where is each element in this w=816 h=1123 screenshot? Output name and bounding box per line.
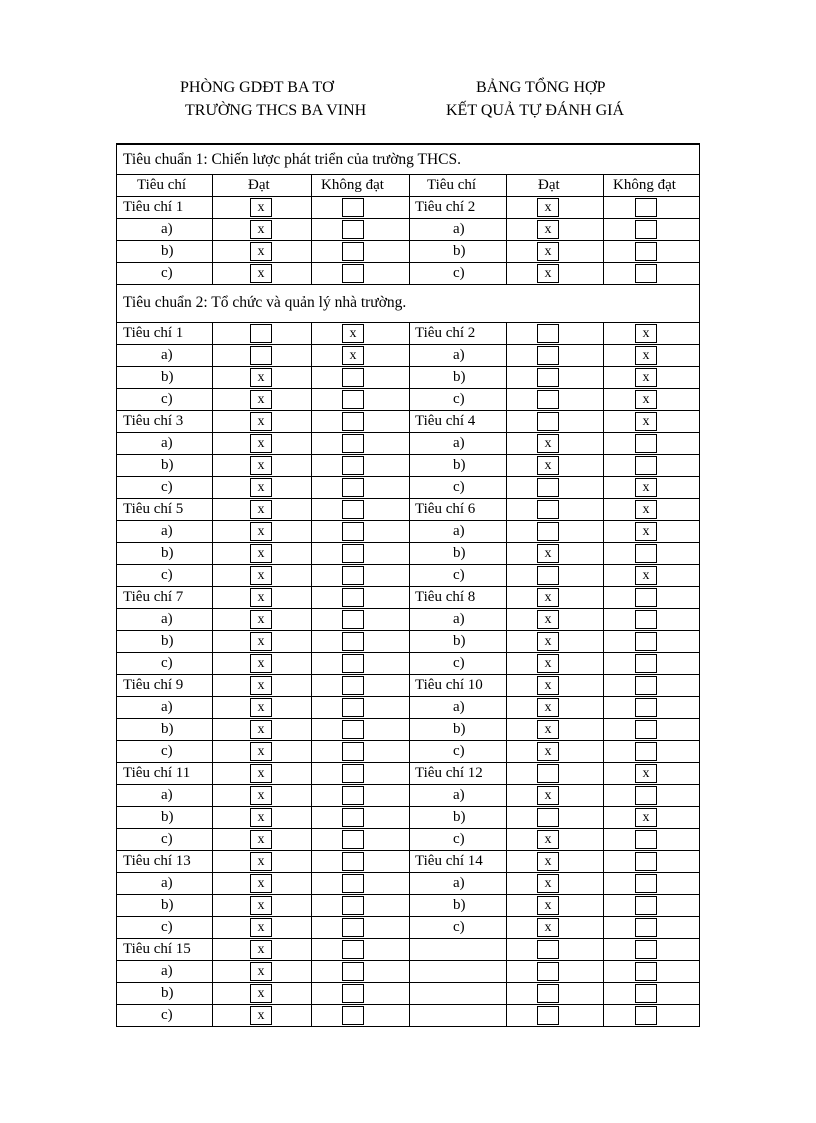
khong-dat-box-right: x <box>635 808 657 827</box>
khong-dat-box-left <box>342 220 364 239</box>
dat-box-left: x <box>250 478 272 497</box>
dat-box-left: x <box>250 808 272 827</box>
criteria-label-left: Tiêu chí 1 <box>123 199 184 215</box>
khong-dat-box-left <box>342 896 364 915</box>
criteria-row <box>116 763 700 785</box>
khong-dat-box-left <box>342 676 364 695</box>
khong-dat-box-left <box>342 566 364 585</box>
criteria-row <box>116 521 700 543</box>
criteria-row <box>116 675 700 697</box>
dat-box-right: x <box>537 874 559 893</box>
dat-box-left: x <box>250 220 272 239</box>
khong-dat-box-right <box>635 198 657 217</box>
criteria-label-left: b) <box>161 457 174 473</box>
dat-box-left: x <box>250 522 272 541</box>
khong-dat-box-left <box>342 984 364 1003</box>
criteria-label-left: b) <box>161 721 174 737</box>
khong-dat-box-left <box>342 522 364 541</box>
khong-dat-box-left <box>342 478 364 497</box>
criteria-row <box>116 587 700 609</box>
dat-box-left: x <box>250 198 272 217</box>
criteria-row <box>116 565 700 587</box>
dat-box-left: x <box>250 896 272 915</box>
dat-box-left: x <box>250 676 272 695</box>
khong-dat-box-right <box>635 852 657 871</box>
criteria-label-left: a) <box>161 523 173 539</box>
criteria-label-right: a) <box>453 435 465 451</box>
criteria-label-left: a) <box>161 221 173 237</box>
criteria-row <box>116 895 700 917</box>
criteria-label-left: Tiêu chí 7 <box>123 589 184 605</box>
khong-dat-box-right <box>635 984 657 1003</box>
criteria-label-left: c) <box>161 567 173 583</box>
criteria-row <box>116 1005 700 1027</box>
criteria-label-left: Tiêu chí 15 <box>123 941 191 957</box>
khong-dat-box-left <box>342 588 364 607</box>
criteria-row <box>116 241 700 263</box>
dat-box-right <box>537 324 559 343</box>
criteria-label-right: b) <box>453 633 466 649</box>
dat-box-right <box>537 346 559 365</box>
criteria-label-right: Tiêu chí 10 <box>415 677 483 693</box>
khong-dat-box-left <box>342 544 364 563</box>
criteria-label-left: Tiêu chí 5 <box>123 501 184 517</box>
criteria-row <box>116 873 700 895</box>
khong-dat-box-left: x <box>342 324 364 343</box>
khong-dat-box-right <box>635 698 657 717</box>
dat-box-right <box>537 808 559 827</box>
dat-box-right <box>537 984 559 1003</box>
criteria-row <box>116 543 700 565</box>
dat-box-left: x <box>250 918 272 937</box>
dat-box-left: x <box>250 940 272 959</box>
dat-box-right: x <box>537 676 559 695</box>
col-tieu-chi-right: Tiêu chí <box>427 177 477 193</box>
dat-box-left: x <box>250 742 272 761</box>
khong-dat-box-left <box>342 852 364 871</box>
col-dat-left: Đạt <box>248 177 270 193</box>
criteria-label-right: a) <box>453 347 465 363</box>
dat-box-left <box>250 324 272 343</box>
criteria-label-left: c) <box>161 1007 173 1023</box>
khong-dat-box-right <box>635 896 657 915</box>
khong-dat-box-right <box>635 720 657 739</box>
dat-box-left: x <box>250 434 272 453</box>
criteria-row <box>116 939 700 961</box>
dat-box-right: x <box>537 632 559 651</box>
department-name: PHÒNG GDĐT BA TƠ <box>180 79 334 96</box>
criteria-label-right: a) <box>453 611 465 627</box>
criteria-row <box>116 263 700 285</box>
criteria-label-left: c) <box>161 831 173 847</box>
khong-dat-box-left <box>342 264 364 283</box>
khong-dat-box-right: x <box>635 346 657 365</box>
dat-box-right: x <box>537 434 559 453</box>
khong-dat-box-left <box>342 242 364 261</box>
criteria-row <box>116 697 700 719</box>
khong-dat-box-left <box>342 720 364 739</box>
criteria-label-left: Tiêu chí 1 <box>123 325 184 341</box>
khong-dat-box-right: x <box>635 324 657 343</box>
dat-box-left: x <box>250 368 272 387</box>
khong-dat-box-right: x <box>635 390 657 409</box>
dat-box-right: x <box>537 242 559 261</box>
khong-dat-box-right <box>635 676 657 695</box>
dat-box-right: x <box>537 830 559 849</box>
dat-box-right <box>537 566 559 585</box>
dat-box-right: x <box>537 220 559 239</box>
criteria-label-left: a) <box>161 963 173 979</box>
khong-dat-box-right: x <box>635 764 657 783</box>
criteria-label-left: b) <box>161 545 174 561</box>
criteria-label-left: c) <box>161 743 173 759</box>
khong-dat-box-left <box>342 434 364 453</box>
criteria-row <box>116 719 700 741</box>
criteria-label-right: b) <box>453 369 466 385</box>
khong-dat-box-right <box>635 830 657 849</box>
criteria-label-left: a) <box>161 611 173 627</box>
khong-dat-box-left <box>342 742 364 761</box>
criteria-label-left: a) <box>161 875 173 891</box>
criteria-label-right: a) <box>453 523 465 539</box>
khong-dat-box-left <box>342 500 364 519</box>
col-khong-dat-right: Không đạt <box>613 177 676 193</box>
criteria-label-right: b) <box>453 721 466 737</box>
criteria-label-right: Tiêu chí 14 <box>415 853 483 869</box>
criteria-label-right: b) <box>453 243 466 259</box>
criteria-label-left: b) <box>161 369 174 385</box>
criteria-label-left: a) <box>161 787 173 803</box>
dat-box-left: x <box>250 874 272 893</box>
khong-dat-box-right <box>635 632 657 651</box>
criteria-label-right: c) <box>453 655 465 671</box>
dat-box-right <box>537 478 559 497</box>
dat-box-right: x <box>537 918 559 937</box>
dat-box-left: x <box>250 852 272 871</box>
dat-box-right: x <box>537 742 559 761</box>
khong-dat-box-left <box>342 830 364 849</box>
criteria-label-right: b) <box>453 809 466 825</box>
dat-box-left: x <box>250 456 272 475</box>
column-header-row <box>116 175 700 197</box>
khong-dat-box-left <box>342 390 364 409</box>
criteria-row <box>116 653 700 675</box>
khong-dat-box-left <box>342 874 364 893</box>
khong-dat-box-right <box>635 786 657 805</box>
criteria-label-left: b) <box>161 243 174 259</box>
khong-dat-box-left <box>342 610 364 629</box>
criteria-row <box>116 807 700 829</box>
khong-dat-box-right <box>635 962 657 981</box>
dat-box-right <box>537 940 559 959</box>
dat-box-left: x <box>250 984 272 1003</box>
khong-dat-box-left <box>342 456 364 475</box>
criteria-label-right: b) <box>453 897 466 913</box>
khong-dat-box-left <box>342 918 364 937</box>
khong-dat-box-left <box>342 764 364 783</box>
criteria-label-left: Tiêu chí 9 <box>123 677 184 693</box>
criteria-row <box>116 389 700 411</box>
criteria-label-right: c) <box>453 567 465 583</box>
col-dat-right: Đạt <box>538 177 560 193</box>
evaluation-table <box>116 143 700 1027</box>
col-tieu-chi-left: Tiêu chí <box>137 177 187 193</box>
criteria-row <box>116 411 700 433</box>
criteria-label-right: Tiêu chí 6 <box>415 501 476 517</box>
dat-box-left: x <box>250 500 272 519</box>
khong-dat-box-right <box>635 654 657 673</box>
criteria-label-left: c) <box>161 655 173 671</box>
criteria-label-right: a) <box>453 787 465 803</box>
khong-dat-box-right: x <box>635 412 657 431</box>
khong-dat-box-left <box>342 1006 364 1025</box>
dat-box-left: x <box>250 544 272 563</box>
criteria-row <box>116 219 700 241</box>
criteria-row <box>116 499 700 521</box>
khong-dat-box-left: x <box>342 346 364 365</box>
khong-dat-box-right <box>635 456 657 475</box>
khong-dat-box-right: x <box>635 522 657 541</box>
khong-dat-box-left <box>342 412 364 431</box>
dat-box-right: x <box>537 264 559 283</box>
criteria-label-left: c) <box>161 919 173 935</box>
dat-box-left: x <box>250 390 272 409</box>
standard-2-rows <box>116 323 700 1027</box>
khong-dat-box-left <box>342 698 364 717</box>
dat-box-right: x <box>537 654 559 673</box>
criteria-label-left: b) <box>161 809 174 825</box>
dat-box-left: x <box>250 610 272 629</box>
criteria-row <box>116 477 700 499</box>
criteria-label-left: a) <box>161 435 173 451</box>
dat-box-left: x <box>250 242 272 261</box>
document-subtitle: KẾT QUẢ TỰ ĐÁNH GIÁ <box>446 102 625 119</box>
dat-box-right: x <box>537 610 559 629</box>
criteria-label-right: c) <box>453 479 465 495</box>
criteria-label-right: Tiêu chí 4 <box>415 413 476 429</box>
criteria-row <box>116 961 700 983</box>
khong-dat-box-right <box>635 1006 657 1025</box>
dat-box-left: x <box>250 588 272 607</box>
dat-box-right <box>537 500 559 519</box>
criteria-label-left: b) <box>161 633 174 649</box>
dat-box-right <box>537 522 559 541</box>
criteria-label-left: c) <box>161 391 173 407</box>
khong-dat-box-left <box>342 368 364 387</box>
dat-box-left: x <box>250 264 272 283</box>
dat-box-right: x <box>537 588 559 607</box>
standard-1-rows <box>116 197 700 285</box>
dat-box-left: x <box>250 786 272 805</box>
dat-box-right <box>537 962 559 981</box>
khong-dat-box-right <box>635 874 657 893</box>
dat-box-left: x <box>250 566 272 585</box>
criteria-label-right: a) <box>453 699 465 715</box>
criteria-label-left: Tiêu chí 3 <box>123 413 184 429</box>
criteria-row <box>116 367 700 389</box>
khong-dat-box-left <box>342 786 364 805</box>
criteria-row <box>116 197 700 219</box>
khong-dat-box-left <box>342 962 364 981</box>
criteria-row <box>116 829 700 851</box>
khong-dat-box-left <box>342 808 364 827</box>
criteria-label-left: c) <box>161 479 173 495</box>
standard-1-title: Tiêu chuẩn 1: Chiến lược phát triển của trường THCS. <box>116 143 700 175</box>
criteria-label-right: a) <box>453 875 465 891</box>
criteria-label-right: c) <box>453 391 465 407</box>
dat-box-left: x <box>250 830 272 849</box>
criteria-row <box>116 917 700 939</box>
khong-dat-box-right <box>635 742 657 761</box>
school-name: TRƯỜNG THCS BA VINH <box>185 102 367 119</box>
document-title: BẢNG TỔNG HỢP <box>476 79 606 96</box>
criteria-label-left: b) <box>161 985 174 1001</box>
dat-box-right: x <box>537 720 559 739</box>
khong-dat-box-right <box>635 544 657 563</box>
dat-box-left: x <box>250 720 272 739</box>
criteria-row <box>116 455 700 477</box>
criteria-label-right: b) <box>453 457 466 473</box>
dat-box-left <box>250 346 272 365</box>
criteria-label-left: Tiêu chí 13 <box>123 853 191 869</box>
criteria-row <box>116 323 700 345</box>
criteria-row <box>116 983 700 1005</box>
khong-dat-box-left <box>342 632 364 651</box>
dat-box-right: x <box>537 786 559 805</box>
criteria-label-right: b) <box>453 545 466 561</box>
criteria-label-left: a) <box>161 347 173 363</box>
khong-dat-box-right: x <box>635 368 657 387</box>
dat-box-right: x <box>537 544 559 563</box>
dat-box-right: x <box>537 852 559 871</box>
criteria-label-left: c) <box>161 265 173 281</box>
criteria-row <box>116 785 700 807</box>
dat-box-right: x <box>537 456 559 475</box>
dat-box-left: x <box>250 962 272 981</box>
dat-box-right: x <box>537 198 559 217</box>
dat-box-left: x <box>250 764 272 783</box>
khong-dat-box-right: x <box>635 478 657 497</box>
criteria-label-right: Tiêu chí 2 <box>415 199 476 215</box>
dat-box-right: x <box>537 896 559 915</box>
criteria-label-right: a) <box>453 221 465 237</box>
criteria-label-left: a) <box>161 699 173 715</box>
criteria-row <box>116 741 700 763</box>
khong-dat-box-right <box>635 918 657 937</box>
khong-dat-box-left <box>342 198 364 217</box>
criteria-row <box>116 433 700 455</box>
khong-dat-box-right: x <box>635 500 657 519</box>
dat-box-left: x <box>250 632 272 651</box>
standard-2-title: Tiêu chuẩn 2: Tổ chức và quản lý nhà trường. <box>116 285 700 323</box>
criteria-label-right: Tiêu chí 12 <box>415 765 483 781</box>
dat-box-left: x <box>250 1006 272 1025</box>
dat-box-right: x <box>537 698 559 717</box>
criteria-label-right: c) <box>453 919 465 935</box>
khong-dat-box-left <box>342 654 364 673</box>
criteria-label-right: Tiêu chí 2 <box>415 325 476 341</box>
khong-dat-box-right <box>635 220 657 239</box>
criteria-label-right: c) <box>453 743 465 759</box>
criteria-row <box>116 609 700 631</box>
criteria-label-right: c) <box>453 265 465 281</box>
criteria-label-right: Tiêu chí 8 <box>415 589 476 605</box>
dat-box-right <box>537 764 559 783</box>
khong-dat-box-right <box>635 242 657 261</box>
khong-dat-box-right <box>635 264 657 283</box>
dat-box-left: x <box>250 698 272 717</box>
khong-dat-box-right <box>635 610 657 629</box>
criteria-label-left: Tiêu chí 11 <box>123 765 191 781</box>
criteria-label-right: c) <box>453 831 465 847</box>
dat-box-left: x <box>250 412 272 431</box>
khong-dat-box-left <box>342 940 364 959</box>
khong-dat-box-right <box>635 434 657 453</box>
criteria-row <box>116 851 700 873</box>
khong-dat-box-right <box>635 940 657 959</box>
khong-dat-box-right: x <box>635 566 657 585</box>
dat-box-right <box>537 1006 559 1025</box>
criteria-label-left: b) <box>161 897 174 913</box>
criteria-row <box>116 345 700 367</box>
criteria-row <box>116 631 700 653</box>
dat-box-right <box>537 368 559 387</box>
dat-box-right <box>537 412 559 431</box>
dat-box-left: x <box>250 654 272 673</box>
khong-dat-box-right <box>635 588 657 607</box>
col-khong-dat-left: Không đạt <box>321 177 384 193</box>
dat-box-right <box>537 390 559 409</box>
